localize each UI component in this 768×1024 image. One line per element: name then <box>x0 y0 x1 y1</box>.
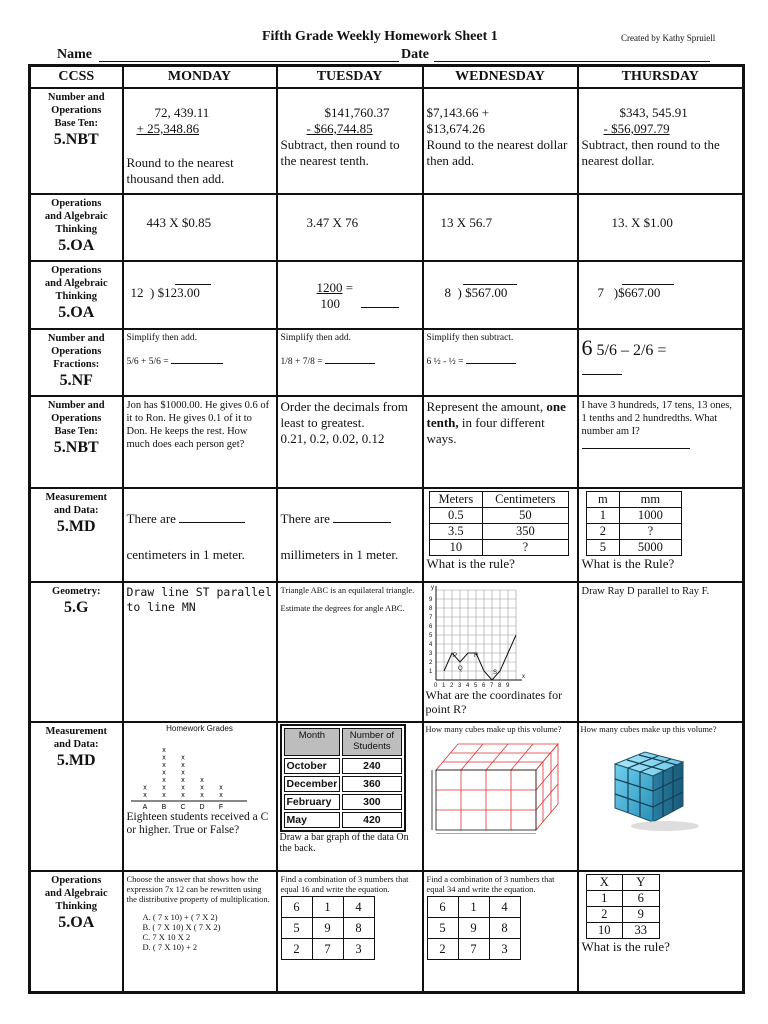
line-plot-mark: x <box>161 754 166 762</box>
ccss-cell: Operations and Algebraic Thinking 5.OA <box>30 194 123 261</box>
xy-table: X Y 1 6 2 9 10 33 <box>586 874 660 939</box>
answer-option-a[interactable]: A. ( 7 x 10) + ( 7 X 2) <box>142 912 218 922</box>
svg-text:0: 0 <box>433 683 437 688</box>
monday-cell[interactable]: 72, 439.11 + 25,348.86 Round to the nearest thousand then add. <box>123 88 277 194</box>
rectangular-prism-grid <box>426 734 566 834</box>
point-label-p: P <box>452 653 457 659</box>
standard-code: 5.MD <box>56 518 96 535</box>
tuesday-cell[interactable]: 3.47 X 76 <box>277 194 423 261</box>
line-plot-mark: x <box>180 784 185 792</box>
col-thursday: THURSDAY <box>578 66 744 89</box>
point-label-r: R <box>473 653 478 659</box>
col-ccss: CCSS <box>30 66 123 89</box>
standard-code: 5.NBT <box>53 131 99 148</box>
line-plot-category-label: D <box>198 804 205 811</box>
axis-label-y: y <box>430 585 434 591</box>
number-grid: 6 1 4 5 9 8 2 7 3 <box>281 896 375 960</box>
line-plot-category-label: B <box>161 804 166 811</box>
student-count-table: Month Number of Students October 240 December 360 February 300 May 420 <box>280 724 406 832</box>
thursday-cell[interactable]: X Y 1 6 2 9 10 33 What is the rule? <box>578 871 744 992</box>
line-plot-mark: x <box>199 784 204 792</box>
standard-code: 5.G <box>64 599 89 616</box>
table-row <box>30 396 744 488</box>
ccss-cell: Operations and Algebraic Thinking 5.OA <box>30 871 123 992</box>
tuesday-cell[interactable]: 1200 = 100 <box>277 261 423 329</box>
conversion-table: m mm 1 1000 2 ? 5 5000 <box>586 491 682 556</box>
tuesday-cell[interactable]: Triangle ABC is an equilateral triangle. Estimate the degrees for angle ABC. <box>277 582 423 722</box>
line-plot-mark: x <box>199 792 204 799</box>
monday-cell[interactable]: There are centimeters in 1 meter. <box>123 488 277 582</box>
table-row <box>30 329 744 396</box>
tuesday-cell[interactable]: Simplify then add. 1/8 + 7/8 = <box>277 329 423 396</box>
tuesday-cell[interactable]: Order the decimals from least to greatest. 0.21, 0.2, 0.02, 0.12 <box>277 396 423 488</box>
standard-code: 5.NF <box>59 372 93 389</box>
answer-option-c[interactable]: C. 7 X 10 X 2 <box>142 932 191 942</box>
number-grid: 6 1 4 5 9 8 2 7 3 <box>427 896 521 960</box>
author-credit: Created by Kathy Spruiell <box>621 33 716 43</box>
line-plot-mark: x <box>161 747 166 754</box>
wednesday-cell[interactable]: Represent the amount, one tenth, in four different ways. <box>423 396 578 488</box>
svg-text:7: 7 <box>489 683 493 688</box>
ccss-cell: Measurement and Data: 5.MD <box>30 488 123 582</box>
monday-cell[interactable]: Jon has $1000.00. He gives 0.6 of it to Ron. He gives 0.1 of it to Don. He keeps the rest. How much does each person get? <box>123 396 277 488</box>
wednesday-cell[interactable]: $7,143.66 + $13,674.26 Round to the nearest dollar then add. <box>423 88 578 194</box>
coordinate-grid <box>428 584 528 688</box>
ccss-cell: Geometry: 5.G <box>30 582 123 722</box>
svg-text:5: 5 <box>473 683 477 688</box>
line-plot-mark: x <box>161 792 166 799</box>
answer-option-b[interactable]: B. ( 7 X 10) X ( 7 X 2) <box>142 922 221 932</box>
monday-cell[interactable]: 12 ) $123.00 <box>123 261 277 329</box>
standard-code: 5.NBT <box>53 439 99 456</box>
ccss-cell: Operations and Algebraic Thinking 5.OA <box>30 261 123 329</box>
ccss-cell: Number and Operations Base Ten: 5.NBT <box>30 88 123 194</box>
line-plot-mark: x <box>180 792 185 799</box>
svg-text:1: 1 <box>441 683 445 688</box>
thursday-cell[interactable]: 13. X $1.00 <box>578 194 744 261</box>
wednesday-cell[interactable]: 8 ) $567.00 <box>423 261 578 329</box>
svg-text:7: 7 <box>428 615 432 621</box>
table-row <box>30 88 744 194</box>
svg-text:3: 3 <box>428 651 432 657</box>
thursday-cell[interactable]: How many cubes make up this volume? <box>578 722 744 871</box>
col-monday: MONDAY <box>123 66 277 89</box>
name-blank[interactable] <box>99 61 399 62</box>
tuesday-cell[interactable]: Month Number of Students October 240 December 360 February 300 May 420 Draw a bar graph of the data On the back. <box>277 722 423 871</box>
table-row <box>30 194 744 261</box>
monday-cell[interactable]: Choose the answer that shows how the expression 7x 12 can be rewritten using the distributive property of multiplication. A. ( 7 x 10) + ( 7 X 2) B. ( 7 X 10) X ( 7 X 2) C. 7 X 10 X 2 D. ( 7 X 10) + 2 <box>123 871 277 992</box>
svg-text:1: 1 <box>428 669 432 675</box>
line-plot-title: Homework Grades <box>166 724 233 733</box>
line-plot <box>127 733 267 811</box>
line-plot-mark: x <box>218 792 223 799</box>
svg-text:4: 4 <box>428 642 432 648</box>
wednesday-cell[interactable]: 13 X 56.7 <box>423 194 578 261</box>
date-blank[interactable] <box>434 61 710 62</box>
thursday-cell[interactable]: m mm 1 1000 2 ? 5 5000 What is the Rule? <box>578 488 744 582</box>
homework-table <box>28 64 745 994</box>
line-plot-mark: x <box>142 792 147 799</box>
monday-cell[interactable]: Draw line ST parallel to line MN <box>123 582 277 722</box>
line-plot-mark: x <box>180 754 185 762</box>
line-plot-mark: x <box>161 784 166 792</box>
table-header-row <box>30 66 744 89</box>
svg-text:5: 5 <box>428 633 432 639</box>
thursday-cell[interactable]: 7 )$667.00 <box>578 261 744 329</box>
col-tuesday: TUESDAY <box>277 66 423 89</box>
svg-text:4: 4 <box>465 683 469 688</box>
line-plot-mark: x <box>180 762 185 769</box>
thursday-cell[interactable]: Draw Ray D parallel to Ray F. <box>578 582 744 722</box>
svg-text:3: 3 <box>457 683 461 688</box>
svg-text:2: 2 <box>428 660 432 666</box>
sheet-title: Fifth Grade Weekly Homework Sheet 1 <box>262 29 498 44</box>
svg-text:8: 8 <box>428 606 432 612</box>
monday-cell[interactable]: Homework Grades x x A x x x x x x x B x x x x x x C x x x D x x F Eighteen students received a C or higher. True or False? <box>123 722 277 871</box>
ccss-cell: Number and Operations Base Ten: 5.NBT <box>30 396 123 488</box>
table-row <box>30 871 744 992</box>
thursday-cell[interactable]: I have 3 hundreds, 17 tens, 13 ones, 1 tenths and 2 hundredths. What number am I? <box>578 396 744 488</box>
thursday-cell[interactable]: 6 5/6 – 2/6 = <box>578 329 744 396</box>
tuesday-cell[interactable]: Find a combination of 3 numbers that equal 16 and write the equation. 6 1 4 5 9 8 2 7 3 <box>277 871 423 992</box>
answer-option-d[interactable]: D. ( 7 X 10) + 2 <box>142 942 198 952</box>
point-label-q: Q <box>457 666 463 672</box>
name-label: Name <box>57 47 92 62</box>
line-plot-mark: x <box>199 777 204 784</box>
line-plot-mark: x <box>161 762 166 769</box>
line-plot-mark: x <box>142 784 147 792</box>
table-row <box>30 261 744 329</box>
conversion-table: Meters Centimeters 0.5 50 3.5 350 10 ? <box>429 491 569 556</box>
line-plot-mark: x <box>180 769 185 777</box>
svg-text:6: 6 <box>428 624 432 630</box>
table-row <box>30 488 744 582</box>
line-plot-mark: x <box>180 777 185 784</box>
svg-text:9: 9 <box>505 683 509 688</box>
standard-code: 5.OA <box>58 914 95 931</box>
wednesday-cell[interactable]: y x P Q R S 9 8 7 6 5 4 3 2 1 0 1 2 3 4 5 6 7 8 9 What are the coordinates for point R? <box>423 582 578 722</box>
cube-stack-image <box>595 734 705 834</box>
tuesday-cell[interactable]: There are millimeters in 1 meter. <box>277 488 423 582</box>
line-plot-mark: x <box>218 784 223 792</box>
standard-code: 5.OA <box>58 237 95 254</box>
col-wednesday: WEDNESDAY <box>423 66 578 89</box>
wednesday-cell[interactable]: Simplify then subtract. 6 ½ - ½ = <box>423 329 578 396</box>
line-plot-mark: x <box>161 769 166 777</box>
line-plot-category-label: F <box>218 804 223 811</box>
wednesday-cell[interactable]: How many cubes make up this volume? <box>423 722 578 871</box>
ccss-cell: Measurement and Data: 5.MD <box>30 722 123 871</box>
svg-text:2: 2 <box>449 683 453 688</box>
ccss-cell: Number and Operations Fractions: 5.NF <box>30 329 123 396</box>
standard-code: 5.OA <box>58 304 95 321</box>
monday-cell[interactable]: Simplify then add. 5/6 + 5/6 = <box>123 329 277 396</box>
date-label: Date <box>401 47 429 62</box>
line-plot-category-label: C <box>179 804 186 811</box>
line-plot-mark: x <box>161 777 166 784</box>
standard-code: 5.MD <box>56 752 96 769</box>
wednesday-cell[interactable]: Meters Centimeters 0.5 50 3.5 350 10 ? What is the rule? <box>423 488 578 582</box>
tuesday-cell[interactable]: $141,760.37 - $66,744.85 Subtract, then round to the nearest tenth. <box>277 88 423 194</box>
table-row <box>30 582 744 722</box>
wednesday-cell[interactable]: Find a combination of 3 numbers that equal 34 and write the equation. 6 1 4 5 9 8 2 7 3 <box>423 871 578 992</box>
table-row <box>30 722 744 871</box>
svg-text:6: 6 <box>481 683 485 688</box>
point-label-s: S <box>492 670 497 676</box>
axis-label-x: x <box>521 674 525 680</box>
monday-cell[interactable]: 443 X $0.85 <box>123 194 277 261</box>
svg-text:9: 9 <box>428 597 432 603</box>
line-plot-category-label: A <box>142 804 147 811</box>
svg-text:8: 8 <box>497 683 501 688</box>
thursday-cell[interactable]: $343, 545.91 - $56,097.79 Subtract, then round to the nearest dollar. <box>578 88 744 194</box>
